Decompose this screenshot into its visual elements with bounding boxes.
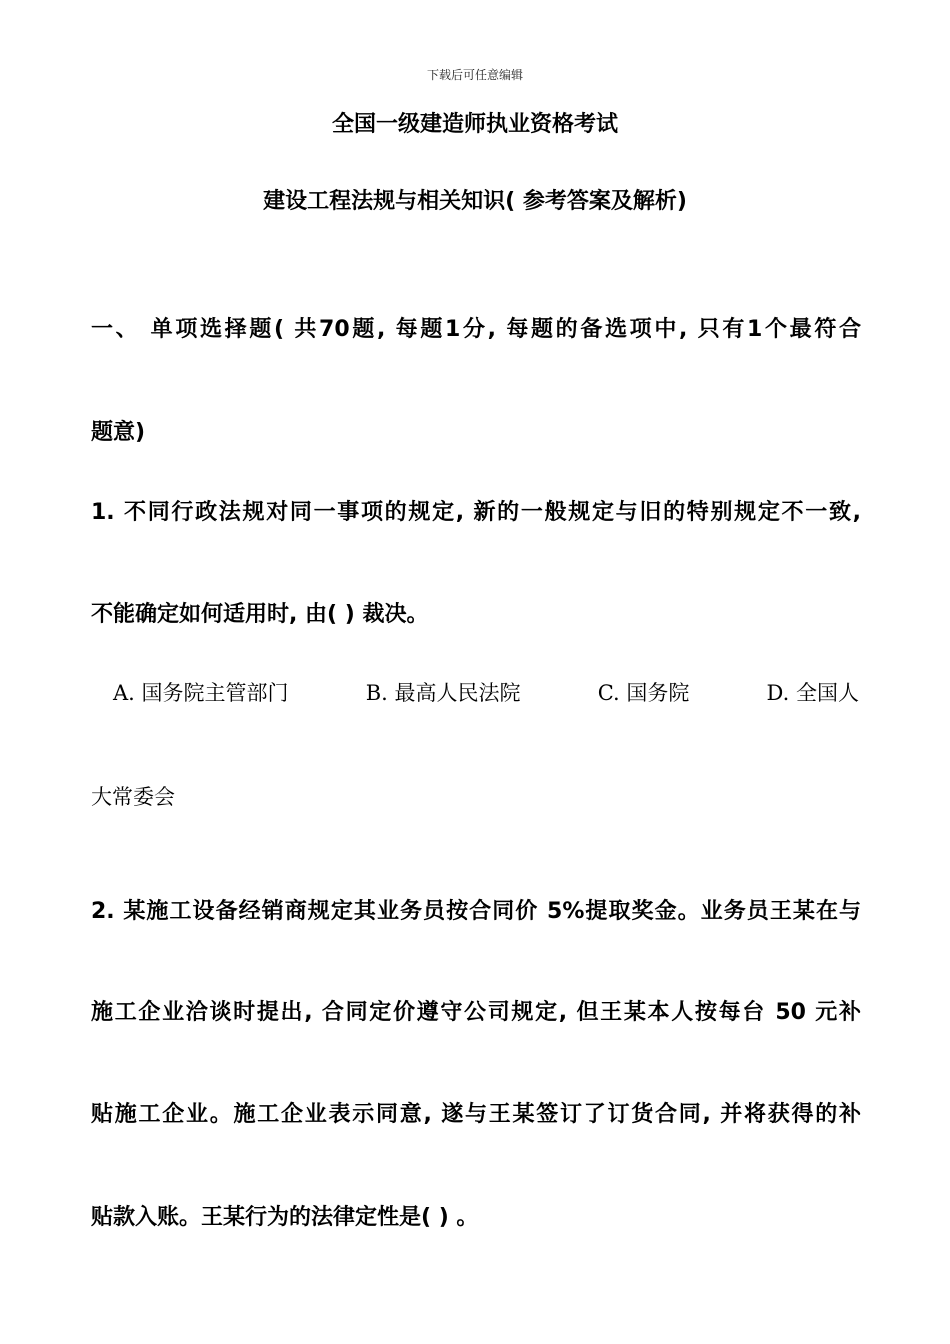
question-2-line-4: 贴款入账。王某行为的法律定性是( ) 。	[91, 1205, 479, 1230]
question-1-line-1: 1. 不同行政法规对同一事项的规定, 新的一般规定与旧的特别规定不一致,	[91, 500, 861, 525]
option-a: A. 国务院主管部门	[113, 681, 289, 705]
header-note: 下载后可任意编辑	[426, 68, 523, 82]
section-heading-line-1: 一、 单项选择题( 共70题, 每题1分, 每题的备选项中, 只有1个最符合	[91, 317, 861, 342]
option-b: B. 最高人民法院	[365, 681, 521, 705]
option-d: D. 全国人	[766, 681, 859, 705]
section-heading-line-2: 题意)	[91, 420, 146, 445]
question-2-line-2: 施工企业洽谈时提出, 合同定价遵守公司规定, 但王某本人按每台 50 元补	[91, 1000, 861, 1025]
question-1-line-2: 不能确定如何适用时, 由( ) 裁决。	[91, 602, 429, 627]
document-title: 全国一级建造师执业资格考试	[331, 112, 618, 137]
question-1-options	[113, 678, 859, 708]
document-subtitle: 建设工程法规与相关知识( 参考答案及解析)	[263, 189, 687, 214]
option-c: C. 国务院	[597, 681, 690, 705]
question-2-line-1: 2. 某施工设备经销商规定其业务员按合同价 5%提取奖金。业务员王某在与	[91, 899, 861, 924]
option-d-continuation: 大常委会	[91, 785, 175, 809]
question-2-line-3: 贴施工企业。施工企业表示同意, 遂与王某签订了订货合同, 并将获得的补	[91, 1102, 861, 1127]
